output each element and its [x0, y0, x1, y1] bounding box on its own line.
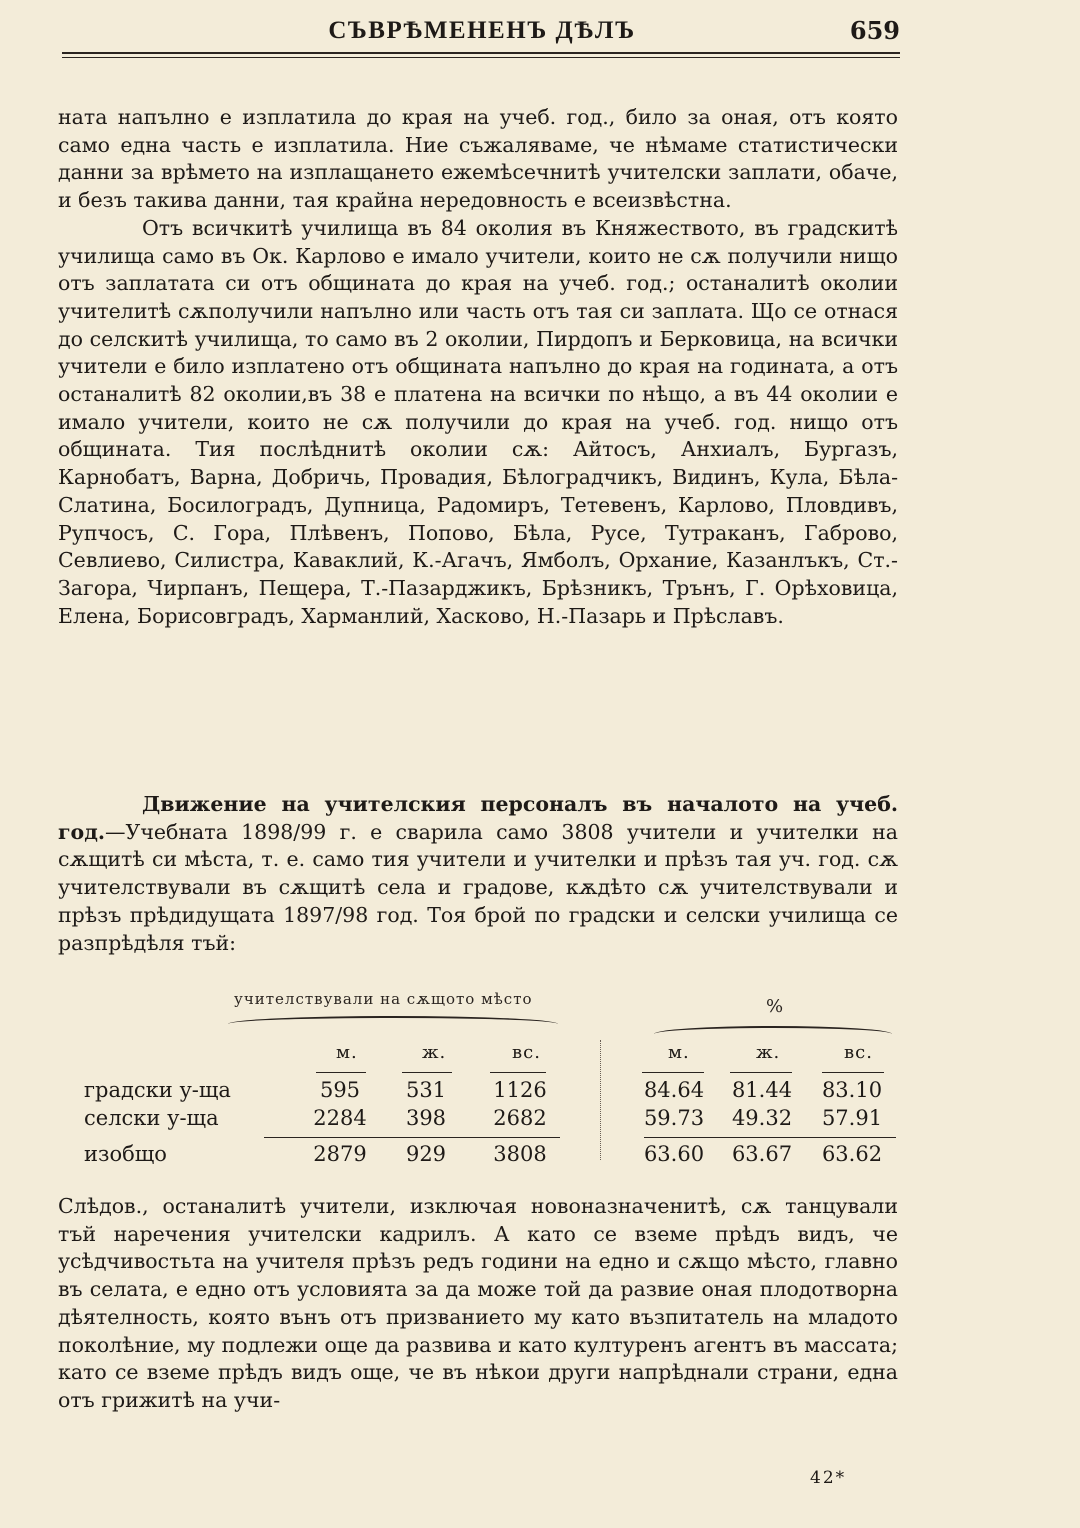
column-header: м.: [336, 1042, 358, 1063]
running-title: СЪВРѢМЕНЕНЪ ДѢЛЪ: [328, 17, 636, 44]
group-brace-count: [228, 1016, 558, 1032]
table-cell: 2284: [313, 1106, 367, 1130]
page-header: [62, 14, 902, 48]
table-cell: 3808: [493, 1142, 547, 1166]
table-cell: 84.64: [643, 1078, 705, 1102]
group-label-count: учителствували на сѫщото мѣсто: [234, 990, 533, 1008]
column-header: ж.: [756, 1042, 781, 1063]
table-cell: 49.32: [731, 1106, 793, 1130]
column-header: вс.: [844, 1042, 873, 1063]
row-label: селски у-ща: [84, 1106, 219, 1130]
column-separator: [594, 1040, 601, 1160]
section-text: —Учебната 1898/99 г. е сварила само 3808 учители и учителки на сѫщитѣ си мѣста, т. е. само тия учители и учителки и прѣзъ тая уч. год. сѫ учителствували въ сѫщитѣ села и градове, кѫдѣто сѫ учителствували и прѣзъ прѣдидущата 1897/98 год. Тоя брой по градски и селски училища се разпрѣдѣля тъй:: [58, 819, 898, 955]
table-cell: 2682: [493, 1106, 547, 1130]
row-label: изобщо: [84, 1142, 167, 1166]
table-cell: 83.10: [821, 1078, 883, 1102]
body-text-top: [58, 104, 898, 630]
body-text-bottom: [58, 1193, 898, 1415]
column-brace: [730, 1072, 792, 1073]
table-cell: 595: [319, 1078, 361, 1102]
table-cell: 398: [405, 1106, 447, 1130]
table-cell: 81.44: [731, 1078, 793, 1102]
column-brace: [822, 1072, 884, 1073]
paragraph: [58, 791, 898, 957]
table-cell: 63.62: [821, 1142, 883, 1166]
group-label-percent: %: [766, 996, 785, 1017]
table-cell: 57.91: [821, 1106, 883, 1130]
column-header: вс.: [512, 1042, 541, 1063]
table-cell: 531: [405, 1078, 447, 1102]
row-label: градски у-ща: [84, 1078, 231, 1102]
column-brace: [316, 1072, 366, 1073]
table-cell: 63.60: [643, 1142, 705, 1166]
header-rule: [62, 52, 900, 54]
column-header: ж.: [422, 1042, 447, 1063]
paragraph: ната напълно е изплатила до края на учеб. год., било за оная, отъ която само една часть е изплатила. Ние съжаляваме, че нѣмаме статистически данни за врѣмето на изплащането ежемѣсечнитѣ учителски заплати, обаче, и безъ такива данни, тая крайна нередовность е всеизвѣстна.: [58, 105, 898, 213]
table-cell: 929: [405, 1142, 447, 1166]
section-heading: Движение на учителския персоналъ въ началото на учеб. год.: [58, 792, 898, 844]
table-cell: 63.67: [731, 1142, 793, 1166]
column-brace: [402, 1072, 452, 1073]
total-rule-right: [644, 1137, 896, 1138]
statistics-table: [58, 990, 898, 1175]
total-rule-left: [264, 1137, 560, 1138]
page-number: 659: [849, 16, 900, 45]
body-text-middle: [58, 791, 898, 957]
header-rule-thin: [62, 57, 900, 58]
column-brace: [490, 1072, 546, 1073]
group-brace-percent: [654, 1026, 892, 1042]
table-cell: 1126: [493, 1078, 547, 1102]
paragraph: Слѣдов., останалитѣ учители, изключая новоназначенитѣ, сѫ танцували тъй наречения учителски кадрилъ. А като се вземе прѣдъ видъ, че усѣдчивостьта на учителя прѣзъ редъ години на едно и сѫщо мѣсто, главно въ селата, е едно отъ условията за да може той да развие оная плодотворна дѣятелность, която вънъ отъ призванието му като възпитатель на младото поколѣние, му подлежи още да развива и като културенъ агентъ въ массата; като се вземе прѣдъ видъ още, че въ нѣкои други напрѣднали страни, една отъ грижитѣ на учи-: [58, 1194, 898, 1412]
column-brace: [642, 1072, 704, 1073]
table-cell: 2879: [313, 1142, 367, 1166]
signature-mark: 42*: [810, 1468, 847, 1488]
column-header: м.: [668, 1042, 690, 1063]
paragraph: Отъ всичкитѣ училища въ 84 околия въ Княжеството, въ градскитѣ училища само въ Ок. Карлово е имало учители, които не сѫ получили нищо отъ заплатата си отъ общината до края на учеб. год.; останалитѣ околии учителитѣ сѫполучили напълно или часть отъ тая си заплата. Що се отнася до селскитѣ училища, то само въ 2 околии, Пирдопъ и Берковица, на всички учители е било изплатено отъ общината напълно до края на годината, а отъ останалитѣ 82 околии,въ 38 е платена на всички по нѣщо, а въ 44 околии е имало учители, които не сѫ получили до края на учеб. год. нищо отъ общината. Тия послѣднитѣ околии сѫ: Айтосъ, Анхиалъ, Бургазъ, Карнобатъ, Варна, Добричь, Провадия, Бѣлоградчикъ, Видинъ, Кула, Бѣла-Слатина, Босилоградъ, Дупница, Радомиръ, Тетевенъ, Карлово, Пловдивъ, Рупчосъ, С. Гора, Плѣвенъ, Попово, Бѣла, Русе, Тутраканъ, Габрово, Севлиево, Силистра, Каваклий, К.-Агачъ, Ямболъ, Орхание, Казанлъкъ, Ст.-Загора, Чирпанъ, Пещера, Т.-Пазарджикъ, Брѣзникъ, Трънъ, Г. Орѣховица, Елена, Борисовградъ, Харманлий, Хасково, Н.-Пазарь и Прѣславъ.: [58, 215, 898, 628]
table-cell: 59.73: [643, 1106, 705, 1130]
